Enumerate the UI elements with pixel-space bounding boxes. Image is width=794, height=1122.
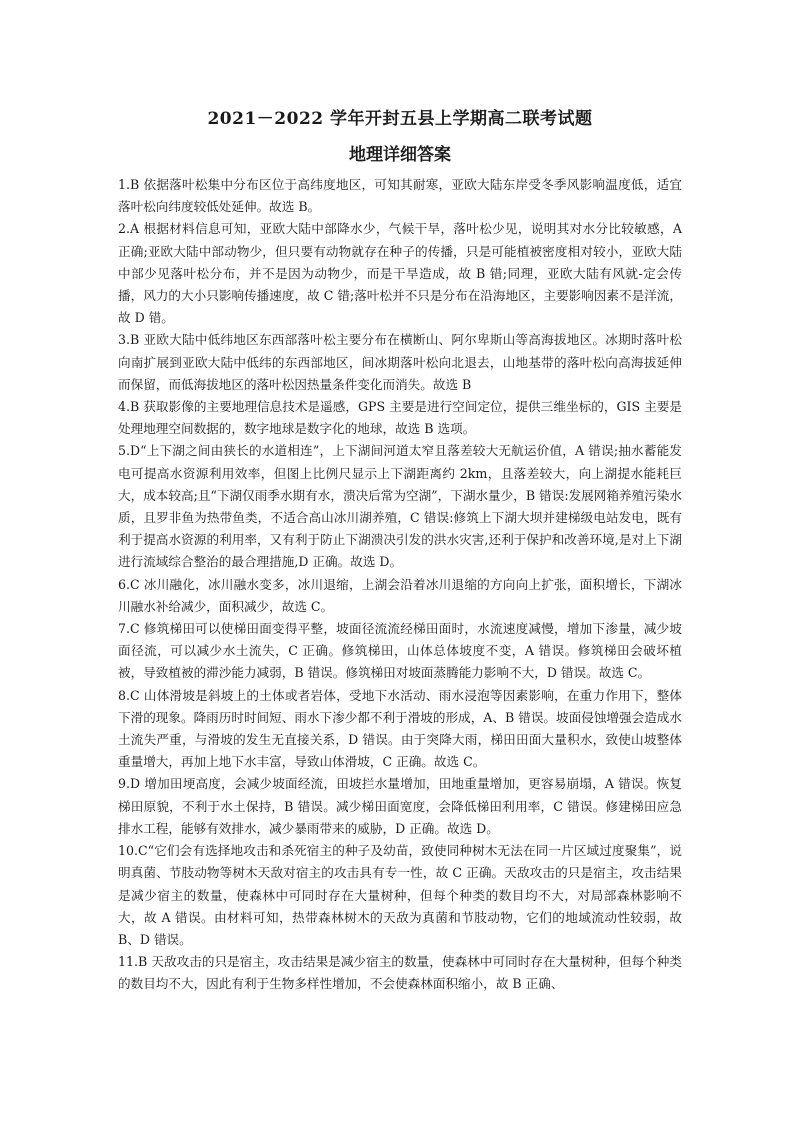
answer-item-6: 6.C 冰川融化，冰川融水变多，冰川退缩，上湖会沿着冰川退缩的方向向上扩张，面积增长，下湖冰川融水补给减少，面积减少，故选 C。 <box>118 576 682 614</box>
answer-item-7: 7.C 修筑梯田可以使梯田面变得平整，坡面径流流经梯田面时，水流速度减慢，增加下渗量，减少坡面径流，可以减少水土流失，C 正确。修筑梯田，山体总体坡度不变，A 错误。修筑梯田会破坏植被，导致植被的滞沙能力减弱，B 错误。修筑梯田对坡面蒸腾能力影响不大，D 错误。故选 C。 <box>118 621 682 681</box>
answer-item-9: 9.D 增加田埂高度，会减少坡面经流，田坡拦水量增加，田地重量增加，更容易崩塌，A 错误。恢复梯田原貌，不利于水土保持，B 错误。减少梯田面宽度，会降低梯田利用率，C 错误。修建梯田应急排水工程，能够有效排水，减少暴雨带来的威胁，D 正确。故选 D。 <box>118 776 682 836</box>
answer-list <box>118 174 682 996</box>
answer-item-3: 3.B 亚欧大陆中低纬地区东西部落叶松主要分布在横断山、阿尔卑斯山等高海拔地区。冰期时落叶松向南扩展到亚欧大陆中低纬的东西部地区，间冰期落叶松向北退去，山地基带的落叶松向高海拔延伸而保留，而低海拔地区的落叶松因热量条件变化而消失。故选 B <box>118 332 682 392</box>
answer-item-10: 10.C“它们会有选择地攻击和杀死宿主的种子及幼苗，致使同种树木无法在同一片区域过度聚集”，说明真菌、节肢动物等树木天敌对宿主的攻击具有专一性，故 C 正确。天敌攻击的只是宿主，攻击结果是减少宿主的数量，使森林中可同时存在大量树种，但每个种类的数目均不大，对局部森林影响不大，故 A 错误。由材料可知，热带森林树木的天敌为真菌和节肢动物，它们的地域流动性较弱，故 B、D 错误。 <box>118 843 682 947</box>
answer-item-2: 2.A 根据材料信息可知，亚欧大陆中部降水少，气候干旱，落叶松少见，说明其对水分比较敏感，A 正确;亚欧大陆中部动物少，但只要有动物就存在种子的传播，只是可能植被密度相对较小，亚欧大陆中部少见落叶松分布，并不是因为动物少，而是干旱造成，故 B 错;同理，亚欧大陆有风就-定会传播，风力的大小只影响传播速度，故 C 错;落叶松并不只是分布在沿海地区，主要影响因素不是洋流，故 D 错。 <box>118 221 682 326</box>
answer-item-1: 1.B 依据落叶松集中分布区位于高纬度地区，可知其耐寒，亚欧大陆东岸受冬季风影响温度低，适宜落叶松向纬度较低处延伸。故选 B。 <box>118 177 682 215</box>
answer-item-11: 11.B 天敌攻击的只是宿主，攻击结果是减少宿主的数量，使森林中可同时存在大量树种，但每个种类的数目均不大，因此有利于生物多样性增加，不会使森林面积缩小，故 B 正确、 <box>118 954 682 992</box>
answer-item-5: 5.D“上下湖之间由狭长的水道相连”，上下湖间河道太窄且落差较大无航运价值，A 错误;抽水蓄能发电可提高水资源利用效率，但图上比例尺显示上下湖距离约 2km，且落差较大，向上湖提水能耗巨大，成本较高;且“下湖仅雨季水期有水，溃决后常为空湖”，下湖水量少，B 错误:发展网箱养殖污染水质，且罗非鱼为热带鱼类，不适合高山冰川湖养殖，C 错误:修筑上下湖大坝并建梯级电站发电，既有利于提高水资源的利用率，又有利于防止下湖溃决引发的洪水灾害,还利于保护和改善环境,是对上下湖进行流域综合整治的最合理措施,D 正确。故选 D。 <box>118 443 682 570</box>
document-subtitle: 地理详细答案 <box>349 145 451 165</box>
document-title: 2021－2022 学年开封五县上学期高二联考试题 <box>207 109 593 129</box>
answer-item-8: 8.C 山体滑坡是斜坡上的土体或者岩体，受地下水活动、雨水浸泡等因素影响，在重力作用下，整体下滑的现象。降雨历时时间短、雨水下渗少都不利于滑坡的形成，A、B 错误。坡面侵蚀增强会造成水土流失严重，与滑坡的发生无直接关系，D 错误。由于突降大雨，梯田田面大量积水，致使山坡整体重量增大，再加上地下水丰富，导致山体滑坡，C 正确。故选 C。 <box>118 687 682 770</box>
answer-item-4: 4.B 获取影像的主要地理信息技术是遥感，GPS 主要是进行空间定位，提供三维坐标的，GIS 主要是处理地理空间数据的，数字地球是数字化的地球，故选 B 选项。 <box>118 399 682 437</box>
